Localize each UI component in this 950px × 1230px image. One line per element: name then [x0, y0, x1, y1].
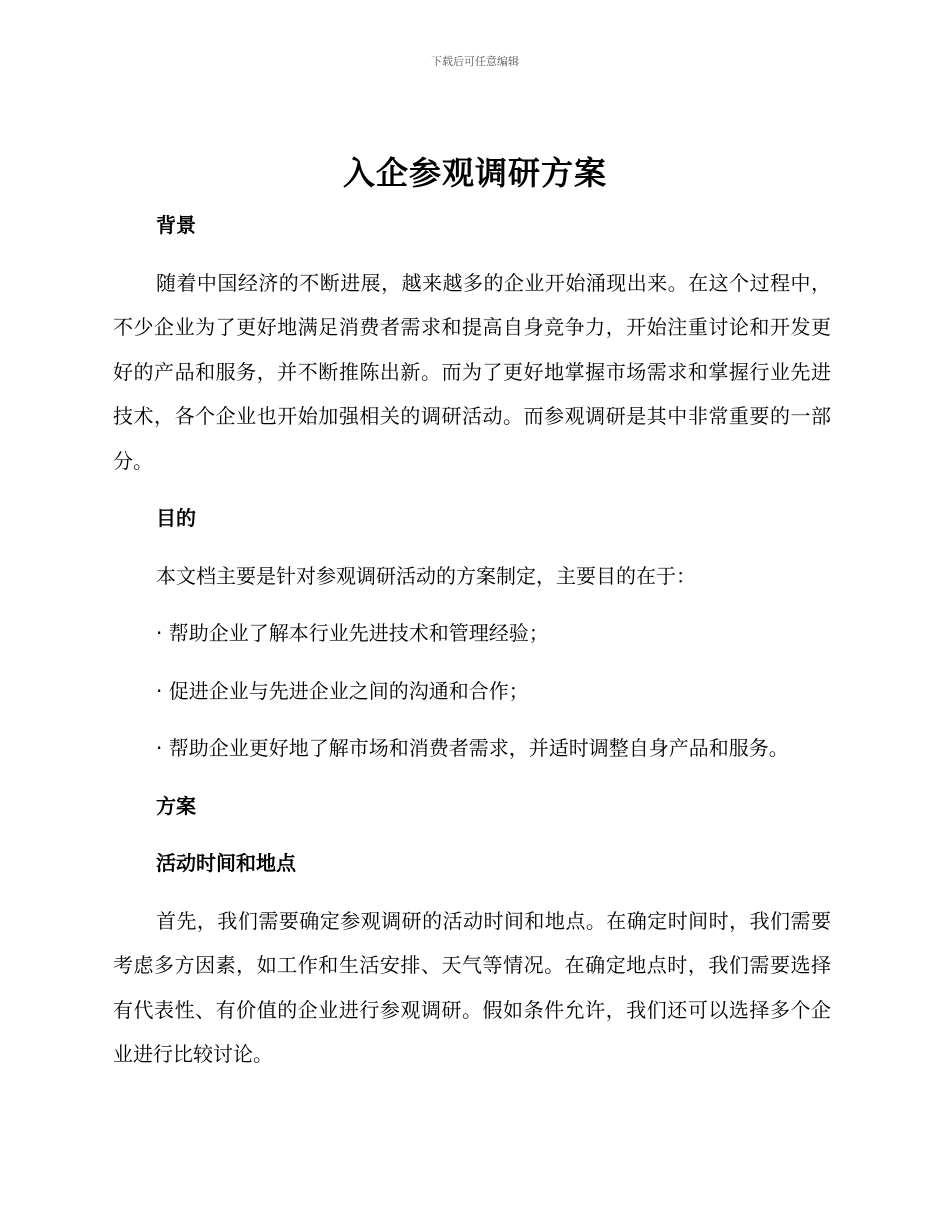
purpose-bullet-3: · 帮助企业更好地了解市场和消费者需求，并适时调整自身产品和服务。: [156, 736, 789, 760]
purpose-bullet-1: · 帮助企业了解本行业先进技术和管理经验；: [156, 621, 549, 645]
subsection-heading-time-place: 活动时间和地点: [156, 851, 296, 875]
background-paragraph: 随着中国经济的不断进展，越来越多的企业开始涌现出来。在这个过程中，不少企业为了更好地满足消费者需求和提高自身竞争力，开始注重讨论和开发更好的产品和服务，并不断推陈出新。而为了更好地掌握市场需求和掌握行业先进技术，各个企业也开始加强相关的调研活动。而参观调研是其中非常重要的一部分。: [113, 270, 831, 473]
document-body: [113, 203, 831, 1090]
section-heading-purpose: 目的: [156, 506, 196, 530]
purpose-intro-paragraph: 本文档主要是针对参观调研活动的方案制定，主要目的在于：: [156, 563, 696, 588]
page-header-note: 下载后可任意编辑: [431, 55, 519, 68]
section-heading-plan: 方案: [156, 793, 196, 818]
purpose-bullet-2: · 促进企业与先进企业之间的沟通和合作；: [156, 678, 529, 703]
section-heading-background: 背景: [156, 213, 196, 237]
document-title: 入企参观调研方案: [342, 154, 607, 192]
time-place-paragraph: 首先，我们需要确定参观调研的活动时间和地点。在确定时间时，我们需要考虑多方因素，如工作和生活安排、天气等情况。在确定地点时，我们需要选择有代表性、有价值的企业进行参观调研。假如条件允许，我们还可以选择多个企业进行比较讨论。: [113, 908, 831, 1066]
